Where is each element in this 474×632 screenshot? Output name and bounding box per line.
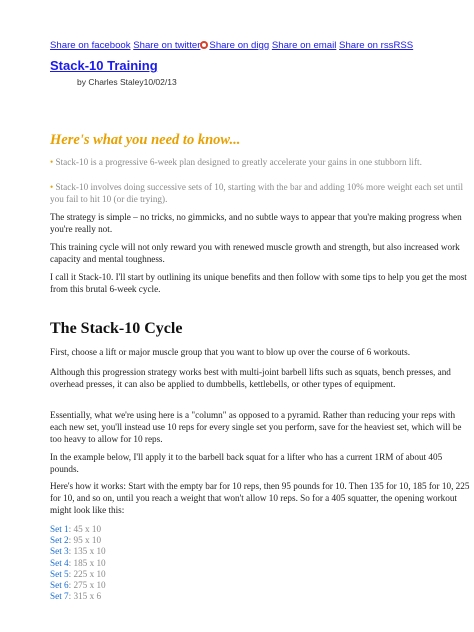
set-row [50,580,106,591]
set-label: Set 6 [50,580,69,591]
set-row [50,558,106,569]
share-twitter-link[interactable]: Share on twitter [133,40,201,51]
set-value: : 135 x 10 [68,546,106,557]
intro-paragraph: The strategy is simple – no tricks, no gimmicks, and no subtle ways to appear that you're making progress when you're really not. [50,212,462,234]
set-row [50,535,106,546]
share-facebook-link[interactable]: Share on facebook [50,40,131,51]
set-value: : 185 x 10 [68,557,106,568]
intro-paragraph: I call it Stack-10. I'll start by outlining its unique benefits and then follow with some tips to help you get the most from this brutal 6-week cycle. [50,272,467,294]
section-heading: The Stack-10 Cycle [50,320,183,337]
set-label: Set 5 [50,568,69,579]
set-label: Set 4 [50,557,69,568]
set-row [50,546,106,557]
set-value: : 315 x 6 [68,591,102,602]
set-row [50,569,106,580]
share-digg-link[interactable]: Share on digg [209,40,270,51]
share-email-link[interactable]: Share on email [271,40,337,51]
set-value: : 275 x 10 [68,580,106,591]
cycle-paragraph: First, choose a lift or major muscle group that you want to blow up over the course of 6 workouts. [50,347,411,357]
set-label: Set 1 [50,524,69,534]
cycle-paragraph: Essentially, what we're using here is a "column" as opposed to a pyramid. Rather than reducing your reps with each new set, you'll instead use 10 reps for every single set you perform, save for the heaviest set, which will be too heavy to allow for 10 reps. [50,410,462,444]
key-point-text: Stack-10 involves doing successive sets of 10, starting with the bar and adding 10% more weight each set until you fail to hit 10 (or die trying). [50,182,463,204]
share-rss-link[interactable]: Share on rssRSS [339,40,414,51]
set-value: : 45 x 10 [68,524,102,534]
share-links [50,40,413,51]
set-list [50,524,106,602]
article-byline: by Charles Staley10/02/13 [77,77,177,87]
cycle-paragraph: Although this progression strategy works best with multi-joint barbell lifts such as squats, bench presses, and overhead presses, it can also be applied to dumbbells, kettlebells, or other types of equipment. [50,367,451,389]
cycle-paragraph: Here's how it works: Start with the empty bar for 10 reps, then 95 pounds for 10. Then 135 for 10, 185 for 10, 225 for 10, and so on, until you reach a weight that won't allow 10 reps. So for a 405 squatter, the opening workout might look like this: [50,481,470,515]
bullet-dot: • [50,182,54,192]
key-point [50,156,470,168]
cycle-paragraph: In the example below, I'll apply it to the barbell back squat for a lifter who has a current 1RM of about 405 pounds. [50,452,443,474]
intro-paragraph: This training cycle will not only reward you with renewed muscle growth and strength, but also increased work capacity and mental toughness. [50,242,460,264]
set-row [50,591,106,602]
set-value: : 225 x 10 [68,568,106,579]
key-point [50,181,470,205]
bullet-dot: • [50,157,54,167]
article-title-link[interactable]: Stack-10 Training [50,58,158,73]
set-row [50,524,106,535]
set-label: Set 3 [50,546,69,557]
set-label: Set 2 [50,535,69,546]
key-point-text: Stack-10 is a progressive 6-week plan designed to greatly accelerate your gains in one stubborn lift. [55,157,422,167]
know-heading: Here's what you need to know... [50,132,241,148]
set-label: Set 7 [50,591,69,602]
digg-icon [200,41,208,49]
set-value: : 95 x 10 [68,535,102,546]
